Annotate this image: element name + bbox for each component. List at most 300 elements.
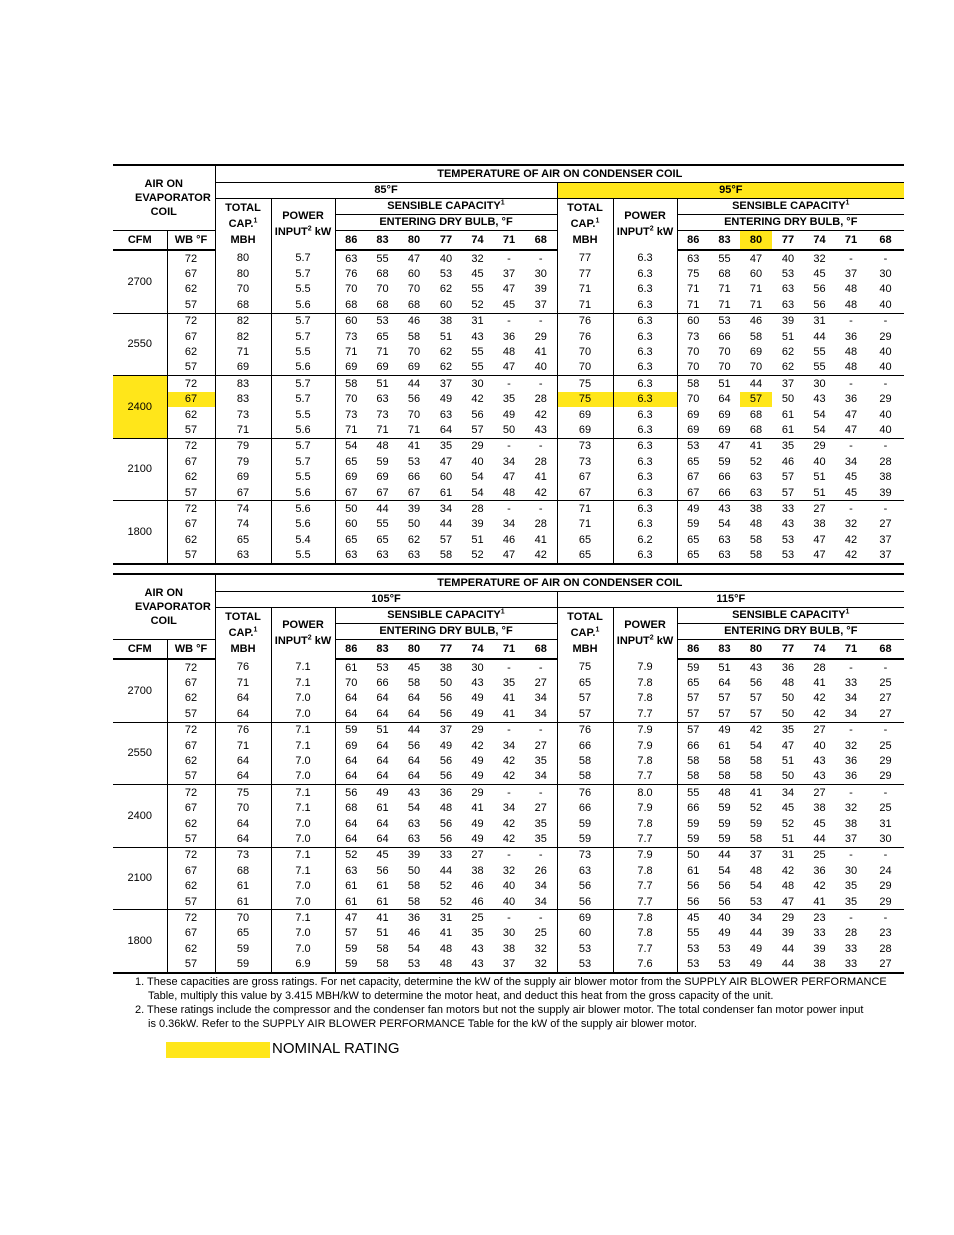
sensible-capacity-value: 56	[687, 880, 700, 893]
sensible-capacity-value: 46	[471, 895, 484, 908]
mbh-label: MBH	[572, 643, 598, 656]
sensible-capacity-value: -	[525, 910, 557, 926]
sensible-capacity-header-b	[677, 198, 904, 214]
bulb-header-b-86: 86	[677, 639, 709, 659]
footnote-1-marker: 1	[500, 199, 505, 207]
wb-header: WB °F	[167, 230, 215, 250]
wb-value: 57	[167, 956, 215, 972]
wb-value: 72	[167, 659, 215, 675]
sensible-capacity-value: 52	[439, 895, 453, 908]
sensible-capacity-value: 43	[525, 422, 557, 438]
sensible-capacity-value: 41	[740, 438, 772, 454]
sensible-capacity-value: 68	[718, 268, 731, 281]
sensible-capacity-value: 54	[407, 942, 421, 955]
sensible-capacity-value: 60	[439, 298, 453, 311]
power-label: POWER	[624, 619, 666, 632]
sensible-capacity-value: 36	[844, 770, 858, 783]
sensible-capacity-value: 59	[376, 455, 389, 468]
wb-value: 72	[167, 438, 215, 454]
sensible-capacity-value: 69	[345, 471, 358, 484]
power-input-value: 7.1	[271, 863, 335, 878]
wb-value: 57	[167, 769, 215, 785]
sensible-capacity-value: 50	[781, 707, 795, 720]
sensible-capacity-value: 39	[879, 486, 892, 499]
total-cap-value: 74	[215, 517, 271, 532]
sensible-capacity-value: 28	[813, 661, 826, 674]
footnote-1-marker: 1	[845, 199, 850, 207]
sensible-capacity-value: 48	[367, 438, 398, 454]
power-input-value: 7.0	[271, 878, 335, 893]
footnote-1-marker: 1	[253, 217, 258, 225]
power-input-value: 7.9	[613, 738, 677, 753]
total-cap-value: 71	[557, 297, 613, 313]
bulb-header-a-68: 68	[525, 230, 557, 250]
total-cap-value: 56	[557, 894, 613, 910]
sensible-capacity-value: 48	[844, 283, 858, 296]
sensible-capacity-value: 24	[879, 864, 892, 877]
sensible-capacity-value: 51	[709, 376, 740, 392]
sensible-capacity-value: 57	[687, 707, 700, 720]
sensible-capacity-header-a	[335, 607, 557, 623]
sensible-capacity-value: 58	[407, 330, 421, 343]
sensible-capacity-value: 53	[718, 942, 731, 955]
sensible-capacity-value: 32	[844, 518, 858, 531]
total-label: TOTAL	[225, 202, 261, 215]
sensible-capacity-value: 47	[844, 423, 858, 436]
sensible-capacity-value: 42	[502, 817, 516, 830]
sensible-capacity-value: 62	[781, 346, 795, 359]
bulb-header-b-68: 68	[867, 230, 904, 250]
sensible-capacity-value: 25	[879, 677, 892, 690]
total-cap-value: 64	[215, 816, 271, 831]
total-cap-value: 64	[215, 831, 271, 847]
sensible-capacity-value: 55	[677, 785, 709, 801]
sensible-capacity-value: 38	[430, 313, 462, 329]
sensible-capacity-value: 48	[781, 677, 795, 690]
table-row	[113, 785, 904, 801]
sensible-capacity-value: 39	[398, 847, 430, 863]
sensible-capacity-value: 53	[439, 268, 453, 281]
total-cap-value: 60	[557, 926, 613, 941]
sensible-capacity-value: -	[493, 910, 525, 926]
condenser-temperature-label: TEMPERATURE OF AIR ON CONDENSER COIL	[437, 167, 683, 180]
sensible-capacity-value: 58	[749, 832, 763, 845]
bulb-header-b-71: 71	[835, 230, 867, 250]
sensible-capacity-value: 64	[376, 817, 389, 830]
total-cap-value: 59	[215, 956, 271, 972]
wb-value: 72	[167, 313, 215, 329]
power-input-value: 7.8	[613, 910, 677, 926]
sensible-capacity-value: -	[493, 847, 525, 863]
table-row	[113, 329, 904, 344]
sensible-capacity-value: 73	[376, 408, 389, 421]
table-row	[113, 941, 904, 956]
sensible-capacity-value: 42	[502, 755, 516, 768]
cfm-value: 2550	[113, 722, 167, 785]
total-cap-value: 79	[215, 438, 271, 454]
total-cap-value: 64	[215, 753, 271, 768]
wb-value: 57	[167, 706, 215, 722]
table-row	[113, 376, 904, 392]
sensible-capacity-value: 41	[398, 438, 430, 454]
sensible-capacity-value: 56	[813, 283, 826, 296]
sensible-capacity-value: 30	[844, 864, 858, 877]
table-row	[113, 407, 904, 422]
total-cap-value: 65	[557, 532, 613, 547]
sensible-capacity-value: 28	[525, 454, 557, 469]
total-cap-value: 59	[557, 831, 613, 847]
wb-value: 72	[167, 376, 215, 392]
sensible-capacity-value: 62	[439, 361, 453, 374]
sensible-capacity-value: 64	[345, 707, 358, 720]
sensible-capacity-value: 37	[525, 297, 557, 313]
sensible-capacity-value: 65	[376, 330, 389, 343]
power-input-header-b	[613, 607, 677, 659]
sensible-capacity-value: 54	[718, 864, 731, 877]
sensible-capacity-value: 48	[439, 802, 453, 815]
table-row	[113, 926, 904, 941]
sensible-capacity-value: 64	[345, 770, 358, 783]
power-input-value: 6.3	[613, 438, 677, 454]
sensible-capacity-value: 35	[525, 816, 557, 831]
sensible-capacity-value: 31	[772, 847, 804, 863]
total-cap-value: 63	[557, 863, 613, 878]
sensible-capacity-value: 49	[740, 956, 772, 972]
wb-value: 57	[167, 831, 215, 847]
sensible-capacity-value: 35	[772, 722, 804, 738]
total-cap-value: 77	[557, 250, 613, 266]
sensible-capacity-value: 30	[879, 268, 892, 281]
sensible-capacity-value: 40	[813, 739, 826, 752]
sensible-capacity-value: 70	[345, 283, 358, 296]
sensible-capacity-value: 34	[430, 501, 462, 517]
sensible-capacity-value: 45	[502, 298, 516, 311]
power-input-value: 6.2	[613, 532, 677, 547]
sensible-capacity-value: 68	[376, 298, 389, 311]
sensible-capacity-value: 71	[718, 298, 731, 311]
sensible-capacity-value: 66	[718, 330, 731, 343]
sensible-capacity-value: 57	[345, 927, 358, 940]
sensible-capacity-value: 46	[398, 313, 430, 329]
power-input-value: 7.0	[271, 831, 335, 847]
sensible-capacity-value: 63	[345, 252, 358, 265]
sensible-capacity-value: 70	[718, 361, 731, 374]
sensible-capacity-value: 38	[502, 942, 516, 955]
cfm-value: 2100	[113, 847, 167, 910]
sensible-capacity-value: 67	[376, 486, 389, 499]
sensible-capacity-value: 29	[804, 438, 835, 454]
total-cap-value: 70	[215, 801, 271, 816]
sensible-capacity-value: 55	[813, 346, 826, 359]
sensible-capacity-value: 58	[407, 895, 421, 908]
sensible-capacity-value: 40	[879, 283, 892, 296]
wb-value: 67	[167, 675, 215, 690]
sensible-capacity-value: 61	[687, 864, 700, 877]
sensible-capacity-value: 36	[781, 661, 795, 674]
sensible-capacity-value: 43	[471, 677, 484, 690]
sensible-capacity-value: 39	[525, 282, 557, 297]
power-input-value: 6.3	[613, 360, 677, 376]
footnotes	[135, 975, 895, 1031]
wb-value: 72	[167, 847, 215, 863]
sensible-capacity-value: 31	[430, 910, 462, 926]
sensible-capacity-value: 58	[749, 533, 763, 546]
table-row	[113, 738, 904, 753]
sensible-capacity-value: 63	[398, 547, 430, 563]
sensible-capacity-value: 75	[687, 268, 700, 281]
sensible-capacity-value: 34	[502, 518, 516, 531]
sensible-capacity-value: 73	[345, 408, 358, 421]
sensible-capacity-value: 33	[772, 501, 804, 517]
sensible-capacity-value: 46	[781, 455, 795, 468]
sensible-capacity-value: 61	[345, 895, 358, 908]
footnote-1-marker: 1	[595, 217, 600, 225]
sensible-capacity-value: 28	[525, 392, 557, 407]
sensible-capacity-value: 45	[471, 268, 484, 281]
sensible-capacity-value: 48	[430, 956, 462, 972]
sensible-capacity-value: 58	[407, 677, 421, 690]
sensible-capacity-value: 41	[502, 707, 516, 720]
cfm-value: 2400	[113, 376, 167, 439]
wb-value: 62	[167, 816, 215, 831]
sensible-capacity-value: 57	[781, 486, 795, 499]
sensible-capacity-value: 47	[781, 895, 795, 908]
kw-label: kW	[653, 226, 674, 239]
sensible-capacity-value: 40	[502, 895, 516, 908]
sensible-capacity-value: 44	[772, 956, 804, 972]
total-cap-value: 73	[557, 847, 613, 863]
power-input-value: 7.8	[613, 691, 677, 706]
table-row	[113, 250, 904, 266]
sensible-capacity-value: 37	[740, 847, 772, 863]
total-cap-value: 76	[557, 785, 613, 801]
power-input-value: 5.7	[271, 438, 335, 454]
sensible-capacity-value: 70	[407, 408, 421, 421]
total-cap-value: 70	[557, 344, 613, 359]
power-input-value: 6.3	[613, 266, 677, 281]
sensible-capacity-value: 46	[407, 927, 421, 940]
power-input-value: 6.9	[271, 956, 335, 972]
sensible-capacity-value: 69	[407, 361, 421, 374]
sensible-capacity-value: -	[867, 785, 904, 801]
power-input-value: 5.6	[271, 501, 335, 517]
table-row	[113, 501, 904, 517]
sensible-capacity-value: 41	[439, 927, 453, 940]
bulb-header-a-77: 77	[430, 230, 462, 250]
sensible-capacity-value: 57	[781, 471, 795, 484]
sensible-capacity-value: 35	[525, 831, 557, 847]
sensible-capacity-value: 47	[335, 910, 367, 926]
sensible-capacity-value: 41	[367, 910, 398, 926]
cfm-value: 2700	[113, 659, 167, 722]
sensible-capacity-value: 71	[749, 298, 763, 311]
table-row	[113, 438, 904, 454]
sensible-capacity-value: 54	[749, 739, 763, 752]
sensible-capacity-value: 35	[844, 895, 858, 908]
sensible-capacity-value: -	[525, 376, 557, 392]
total-cap-value: 82	[215, 329, 271, 344]
total-cap-value: 73	[215, 407, 271, 422]
sensible-capacity-value: 29	[525, 329, 557, 344]
sensible-capacity-value: 56	[335, 785, 367, 801]
sensible-capacity-value: 48	[749, 864, 763, 877]
sensible-capacity-value: 56	[687, 895, 700, 908]
sensible-capacity-value: 45	[367, 847, 398, 863]
sensible-capacity-label: SENSIBLE CAPACITY	[732, 609, 846, 621]
sensible-capacity-value: 34	[525, 894, 557, 910]
sensible-capacity-value: 71	[345, 423, 358, 436]
power-input-value: 7.1	[271, 847, 335, 863]
sensible-capacity-value: 43	[813, 393, 826, 406]
sensible-capacity-value: 40	[879, 298, 892, 311]
power-input-value: 7.8	[613, 675, 677, 690]
sensible-capacity-value: 47	[844, 408, 858, 421]
power-input-value: 7.0	[271, 894, 335, 910]
footnote-1-marker: 1	[500, 608, 505, 616]
sensible-capacity-value: 40	[709, 910, 740, 926]
sensible-capacity-value: 41	[813, 895, 826, 908]
power-input-value: 7.8	[613, 863, 677, 878]
sensible-capacity-value: 38	[844, 817, 858, 830]
sensible-capacity-label: SENSIBLE CAPACITY	[732, 200, 846, 212]
sensible-capacity-value: 63	[718, 533, 731, 546]
sensible-capacity-label: SENSIBLE CAPACITY	[387, 200, 501, 212]
cfm-value: 1800	[113, 910, 167, 973]
table-row	[113, 910, 904, 926]
sensible-capacity-value: 34	[844, 692, 858, 705]
sensible-capacity-value: 64	[345, 692, 358, 705]
sensible-capacity-value: 27	[525, 801, 557, 816]
table-row	[113, 706, 904, 722]
power-input-value: 7.1	[271, 785, 335, 801]
table-row	[113, 517, 904, 532]
sensible-capacity-value: 43	[462, 956, 493, 972]
sensible-capacity-value: 71	[345, 346, 358, 359]
sensible-capacity-value: 50	[439, 677, 453, 690]
power-input-value: 7.7	[613, 894, 677, 910]
sensible-capacity-value: 43	[813, 755, 826, 768]
sensible-capacity-value: 54	[718, 518, 731, 531]
sensible-capacity-value: 31	[462, 313, 493, 329]
sensible-capacity-value: 60	[407, 268, 421, 281]
sensible-capacity-value: 38	[740, 501, 772, 517]
table-row	[113, 816, 904, 831]
power-input-value: 5.5	[271, 407, 335, 422]
wb-value: 72	[167, 910, 215, 926]
sensible-capacity-value: 51	[439, 330, 453, 343]
sensible-capacity-value: 42	[525, 407, 557, 422]
sensible-capacity-value: 61	[781, 408, 795, 421]
sensible-capacity-value: 63	[687, 252, 700, 265]
sensible-capacity-value: 58	[407, 880, 421, 893]
air-on-evaporator-label: AIR ON EVAPORATOR COIL	[135, 586, 211, 627]
sensible-capacity-value: 51	[813, 486, 826, 499]
sensible-capacity-value: 48	[844, 361, 858, 374]
sensible-capacity-value: -	[493, 785, 525, 801]
footnote-2-marker: 2	[649, 225, 654, 233]
entering-dry-bulb-header-b: ENTERING DRY BULB, °F	[677, 214, 904, 230]
sensible-capacity-value: 58	[430, 547, 462, 563]
sensible-capacity-value: 45	[844, 486, 858, 499]
sensible-capacity-value: 63	[439, 408, 453, 421]
sensible-capacity-value: 25	[804, 847, 835, 863]
total-cap-value: 73	[557, 438, 613, 454]
sensible-capacity-value: 65	[687, 677, 700, 690]
wb-value: 67	[167, 863, 215, 878]
sensible-capacity-value: -	[493, 501, 525, 517]
sensible-capacity-value: 50	[781, 770, 795, 783]
wb-value: 72	[167, 722, 215, 738]
sensible-capacity-value: 52	[439, 880, 453, 893]
table-row	[113, 422, 904, 438]
sensible-capacity-value: 48	[844, 346, 858, 359]
sensible-capacity-value: 30	[502, 927, 516, 940]
wb-value: 62	[167, 691, 215, 706]
power-input-value: 6.3	[613, 422, 677, 438]
sensible-capacity-value: 40	[439, 252, 453, 265]
sensible-capacity-value: 73	[687, 330, 700, 343]
sensible-capacity-value: 64	[718, 677, 731, 690]
sensible-capacity-value: 53	[407, 455, 421, 468]
sensible-capacity-value: -	[867, 313, 904, 329]
sensible-capacity-value: 42	[525, 547, 557, 563]
sensible-capacity-value: 61	[781, 423, 795, 436]
bulb-header-b-77: 77	[772, 639, 804, 659]
power-input-value: 5.7	[271, 313, 335, 329]
sensible-capacity-value: 36	[844, 330, 858, 343]
total-cap-value: 63	[215, 547, 271, 563]
sensible-capacity-value: 31	[804, 313, 835, 329]
total-cap-value: 70	[215, 282, 271, 297]
wb-value: 67	[167, 801, 215, 816]
power-input-value: 5.4	[271, 532, 335, 547]
sensible-capacity-value: 62	[439, 283, 453, 296]
sensible-capacity-value: 69	[345, 361, 358, 374]
power-input-value: 6.3	[613, 454, 677, 469]
sensible-capacity-value: 70	[345, 677, 358, 690]
total-cap-value: 66	[557, 801, 613, 816]
sensible-capacity-value: 50	[677, 847, 709, 863]
sensible-capacity-value: -	[525, 722, 557, 738]
total-cap-value: 65	[215, 532, 271, 547]
wb-value: 57	[167, 297, 215, 313]
cap-label: CAP.	[570, 627, 596, 640]
performance-table-85-95	[113, 164, 904, 565]
sensible-capacity-value: 61	[439, 486, 453, 499]
total-cap-value: 71	[215, 422, 271, 438]
wb-value: 57	[167, 422, 215, 438]
sensible-capacity-value: 28	[525, 517, 557, 532]
sensible-capacity-value: 27	[525, 675, 557, 690]
sensible-capacity-value: -	[867, 438, 904, 454]
wb-value: 62	[167, 753, 215, 768]
sensible-capacity-value: 50	[407, 864, 421, 877]
sensible-capacity-value: -	[867, 847, 904, 863]
footnote-2-marker: 2	[307, 634, 312, 642]
total-cap-value: 80	[215, 266, 271, 281]
sensible-capacity-value: 35	[502, 677, 516, 690]
total-cap-value: 59	[215, 941, 271, 956]
sensible-capacity-value: 43	[749, 661, 763, 674]
total-cap-value: 65	[557, 675, 613, 690]
sensible-capacity-value: 49	[749, 942, 763, 955]
sensible-capacity-value: 40	[879, 361, 892, 374]
sensible-capacity-value: 58	[367, 956, 398, 972]
total-cap-value: 65	[215, 926, 271, 941]
power-input-value: 7.7	[613, 878, 677, 893]
sensible-capacity-value: 64	[407, 707, 421, 720]
sensible-capacity-value: 37	[844, 832, 858, 845]
